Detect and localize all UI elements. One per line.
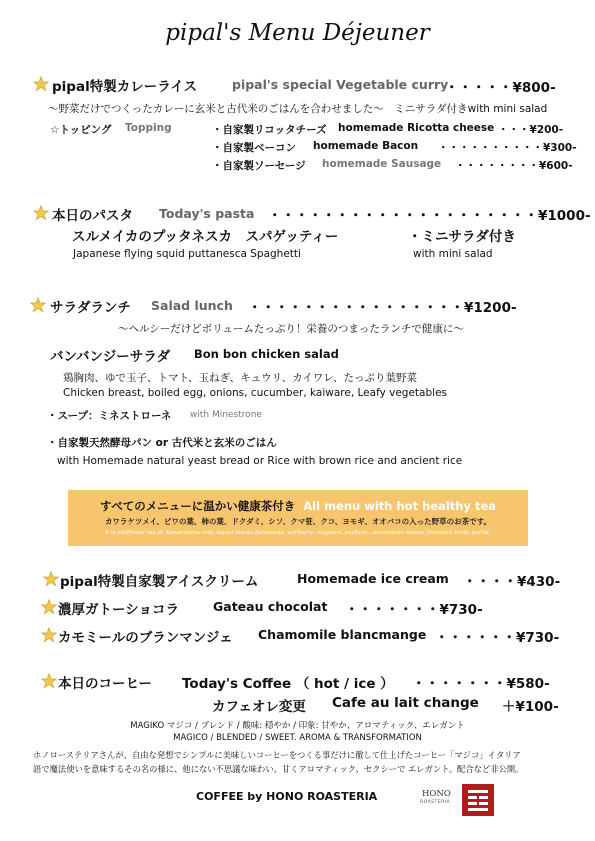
star-icon [41,627,57,643]
dessert-price: ・・・・¥430- [463,574,561,590]
topping-item-en: homemade Sausage [322,158,442,170]
salad-dish-en: Bon bon chicken salad [194,347,339,361]
dessert-name-jp: pipal特製自家製アイスクリーム [60,574,259,590]
banner-ingredients-en: It is wildflower tea of ,Kawaratetsu mei, loquat leaves,Kumasada, wolfberry, mugwort, psyllium,, persimmon leaves, Domestic birds, perilla, [105,530,491,536]
dessert-name-en: Gateau chocolat [213,599,328,614]
star-icon [43,571,59,587]
curry-name-en: pipal's special Vegetable curry [232,77,449,92]
banner-headline-en: All menu with hot healthy tea [303,499,497,513]
coffee-price: ・・・・・・・¥580- [412,676,550,692]
star-icon [30,297,46,313]
dessert-price: ・・・・・・・¥730- [345,602,483,618]
salad-ingredients-en: Chicken breast, boiled egg, onions, cucumber, kaiware, Leafy vegetables [63,387,447,399]
hono-logo-icon [462,784,494,816]
coffee-footer: COFFEE by HONO ROASTERIA [196,790,378,803]
dessert-name-en: Homemade ice cream [297,571,449,586]
curry-description: 〜野菜だけでつくったカレーに玄米と古代米のごはんを合わせました〜 ミニサラダ付きwith mini salad [48,103,548,115]
logo-name: HONO [422,789,451,799]
salad-description: 〜ヘルシーだけどボリュームたっぷり！栄養のつまったランチで健康に〜 [118,323,464,335]
cafe-au-lait-price: ＋¥100- [502,699,559,715]
salad-price: ・・・・・・・・・・・・・・・・¥1200- [248,300,517,316]
pasta-dish-en: Japanese flying squid puttanesca Spaghetti [73,248,301,260]
topping-item-en: homemade Ricotta cheese [338,122,495,134]
pasta-side-en: with mini salad [413,248,493,260]
soup-en: with Minestrone [190,410,262,420]
page-title: pipal's Menu Déjeuner [165,20,430,46]
dessert-name-en: Chamomile blancmange [258,627,427,642]
tea-banner [68,490,528,546]
star-icon [41,599,57,615]
topping-item-en: homemade Bacon [313,140,419,152]
topping-item-price: ・・・・・・・・・・¥300- [438,142,577,154]
pasta-side-jp: ・ミニサラダ付き [408,229,516,245]
pasta-dish-jp: スルメイカのプッタネスカ スパゲッティー [72,229,339,245]
topping-label-jp: ☆トッピング [50,124,112,136]
salad-ingredients-jp: 鶏胸肉、ゆで玉子、トマト、玉ねぎ、キュウリ、カイワレ、たっぷり葉野菜 [63,372,417,384]
banner-headline [68,498,528,514]
topping-item-price: ・・・¥200- [498,124,564,136]
dessert-price: ・・・・・・¥730- [435,630,560,646]
banner-ingredients-jp: カワラケツメイ、ビワの葉、柿の葉、ドクダミ、シソ、クマ笹、クコ、ヨモギ、オオバコの入った野草のお茶です。 [104,517,492,526]
coffee-story-line1: ホノローステリアさんが、自由な発想でシンプルに美味しいコーヒーをつくる事だけに徹して仕上げたコーヒー「マジコ」イタリア [33,750,521,760]
topping-item-jp: ・自家製リコッタチーズ [212,124,327,136]
salad-name-en: Salad lunch [151,298,233,313]
salad-name-jp: サラダランチ [50,300,131,316]
topping-label-en: Topping [125,122,172,134]
star-icon [33,76,49,92]
blend-en: MAGICO / BLENDED / SWEET. AROMA & TRANSFORMATION [173,733,422,743]
cafe-au-lait-en: Cafe au lait change [332,695,479,711]
coffee-name-en: Today's Coffee （ hot / ice ） [182,676,394,692]
pasta-name-en: Today's pasta [159,206,255,221]
soup-jp: ・スープ：ミネストローネ [47,410,172,422]
curry-name-jp: pipal特製カレーライス [52,79,198,95]
bread-en: with Homemade natural yeast bread or Rice with brown rice and ancient rice [57,455,463,467]
blend-jp: MAGIKO マジコ / ブレンド / 酸味: 穏やか / 印象: 甘やか、アロマティック、エレガント [130,721,465,731]
bread-jp: ・自家製天然酵母パン or 古代米と玄米のごはん [47,437,277,449]
cafe-au-lait-jp: カフェオレ変更 [212,699,306,715]
coffee-name-jp: 本日のコーヒー [58,676,152,692]
topping-item-jp: ・自家製ベーコン [212,142,296,154]
topping-item-price: ・・・・・・・・¥600- [455,160,573,172]
salad-dish-jp: バンバンジーサラダ [50,349,171,365]
pasta-price: ・・・・・・・・・・・・・・・・・・・・¥1000- [268,208,591,224]
dessert-name-jp: 濃厚ガトーショコラ [58,602,179,618]
topping-item-jp: ・自家製ソーセージ [212,160,306,172]
star-icon [33,205,49,221]
curry-price: ・・・・・¥800- [445,80,556,96]
coffee-story-line2: 語で魔法使いを意味するその名の様に、他にない不思議な味わい。甘くアロマティック、セクシーで エレガント。配合など非公開。 [33,764,524,774]
pasta-name-jp: 本日のパスタ [52,208,133,224]
dessert-name-jp: カモミールのブランマンジェ [58,630,233,646]
logo-subtitle: ROASTERIA [420,800,451,805]
banner-headline-jp: すべてのメニューに温かい健康茶付き [99,499,296,513]
star-icon [41,673,57,689]
